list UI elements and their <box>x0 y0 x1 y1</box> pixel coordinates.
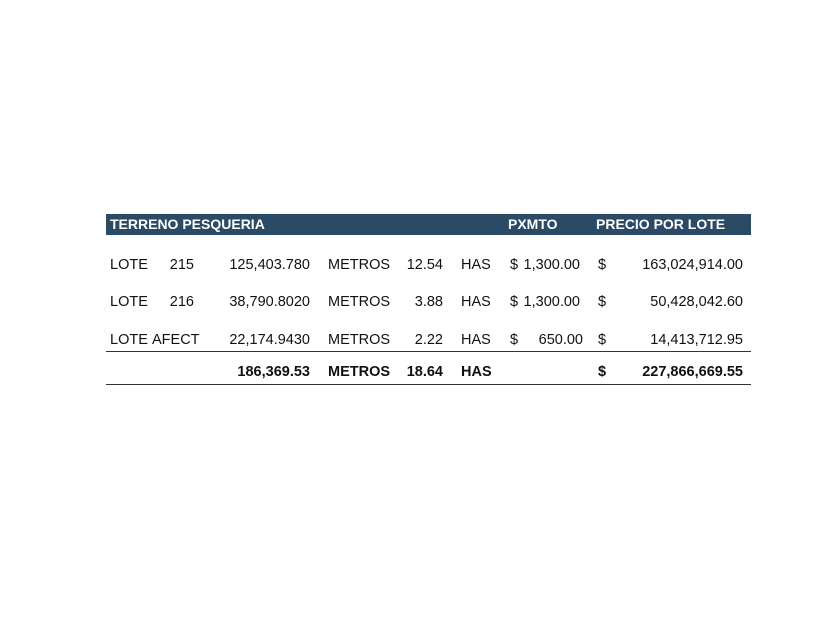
row-lote-id: AFECT <box>152 332 200 348</box>
row-precio-value: 14,413,712.95 <box>650 332 743 348</box>
row-pxmto-value: 650.00 <box>538 332 583 348</box>
row-lote-id: 215 <box>169 257 194 273</box>
total-metros-unit: METROS <box>328 364 391 380</box>
total-has-value: 18.64 <box>406 364 443 380</box>
total-precio-currency: $ <box>598 364 607 380</box>
lot-price-table <box>106 214 751 385</box>
row-metros-value: 38,790.8020 <box>229 294 310 310</box>
row-lote-label: LOTE <box>110 294 148 310</box>
row-pxmto-currency: $ <box>510 257 519 273</box>
header-precio-por-lote: PRECIO POR LOTE <box>596 216 726 232</box>
header-pxmto: PXMTO <box>508 216 558 232</box>
row-precio-value: 50,428,042.60 <box>650 294 743 310</box>
row-metros-unit: METROS <box>328 294 391 310</box>
table-row <box>106 292 751 312</box>
row-has-value: 3.88 <box>414 294 443 310</box>
row-metros-value: 125,403.780 <box>229 257 310 273</box>
row-pxmto-currency: $ <box>510 294 519 310</box>
row-pxmto-currency: $ <box>510 332 519 348</box>
row-precio-currency: $ <box>598 294 607 310</box>
table-header <box>106 214 751 235</box>
row-has-unit: HAS <box>461 294 491 310</box>
row-has-unit: HAS <box>461 332 491 348</box>
row-metros-unit: METROS <box>328 332 391 348</box>
row-precio-currency: $ <box>598 257 607 273</box>
row-precio-value: 163,024,914.00 <box>642 257 743 273</box>
total-row <box>106 362 751 385</box>
table-row <box>106 255 751 275</box>
total-precio-value: 227,866,669.55 <box>642 364 743 380</box>
row-precio-currency: $ <box>598 332 607 348</box>
row-pxmto-value: 1,300.00 <box>523 257 580 273</box>
row-lote-label: LOTE <box>110 257 148 273</box>
row-lote-label: LOTE <box>110 332 148 348</box>
table-row <box>106 330 751 352</box>
row-has-value: 2.22 <box>414 332 443 348</box>
row-lote-id: 216 <box>169 294 194 310</box>
row-metros-value: 22,174.9430 <box>229 332 310 348</box>
header-title: TERRENO PESQUERIA <box>110 216 265 232</box>
row-metros-unit: METROS <box>328 257 391 273</box>
row-has-value: 12.54 <box>406 257 443 273</box>
row-pxmto-value: 1,300.00 <box>523 294 580 310</box>
row-has-unit: HAS <box>461 257 491 273</box>
total-metros-value: 186,369.53 <box>237 364 310 380</box>
total-has-unit: HAS <box>461 364 492 380</box>
